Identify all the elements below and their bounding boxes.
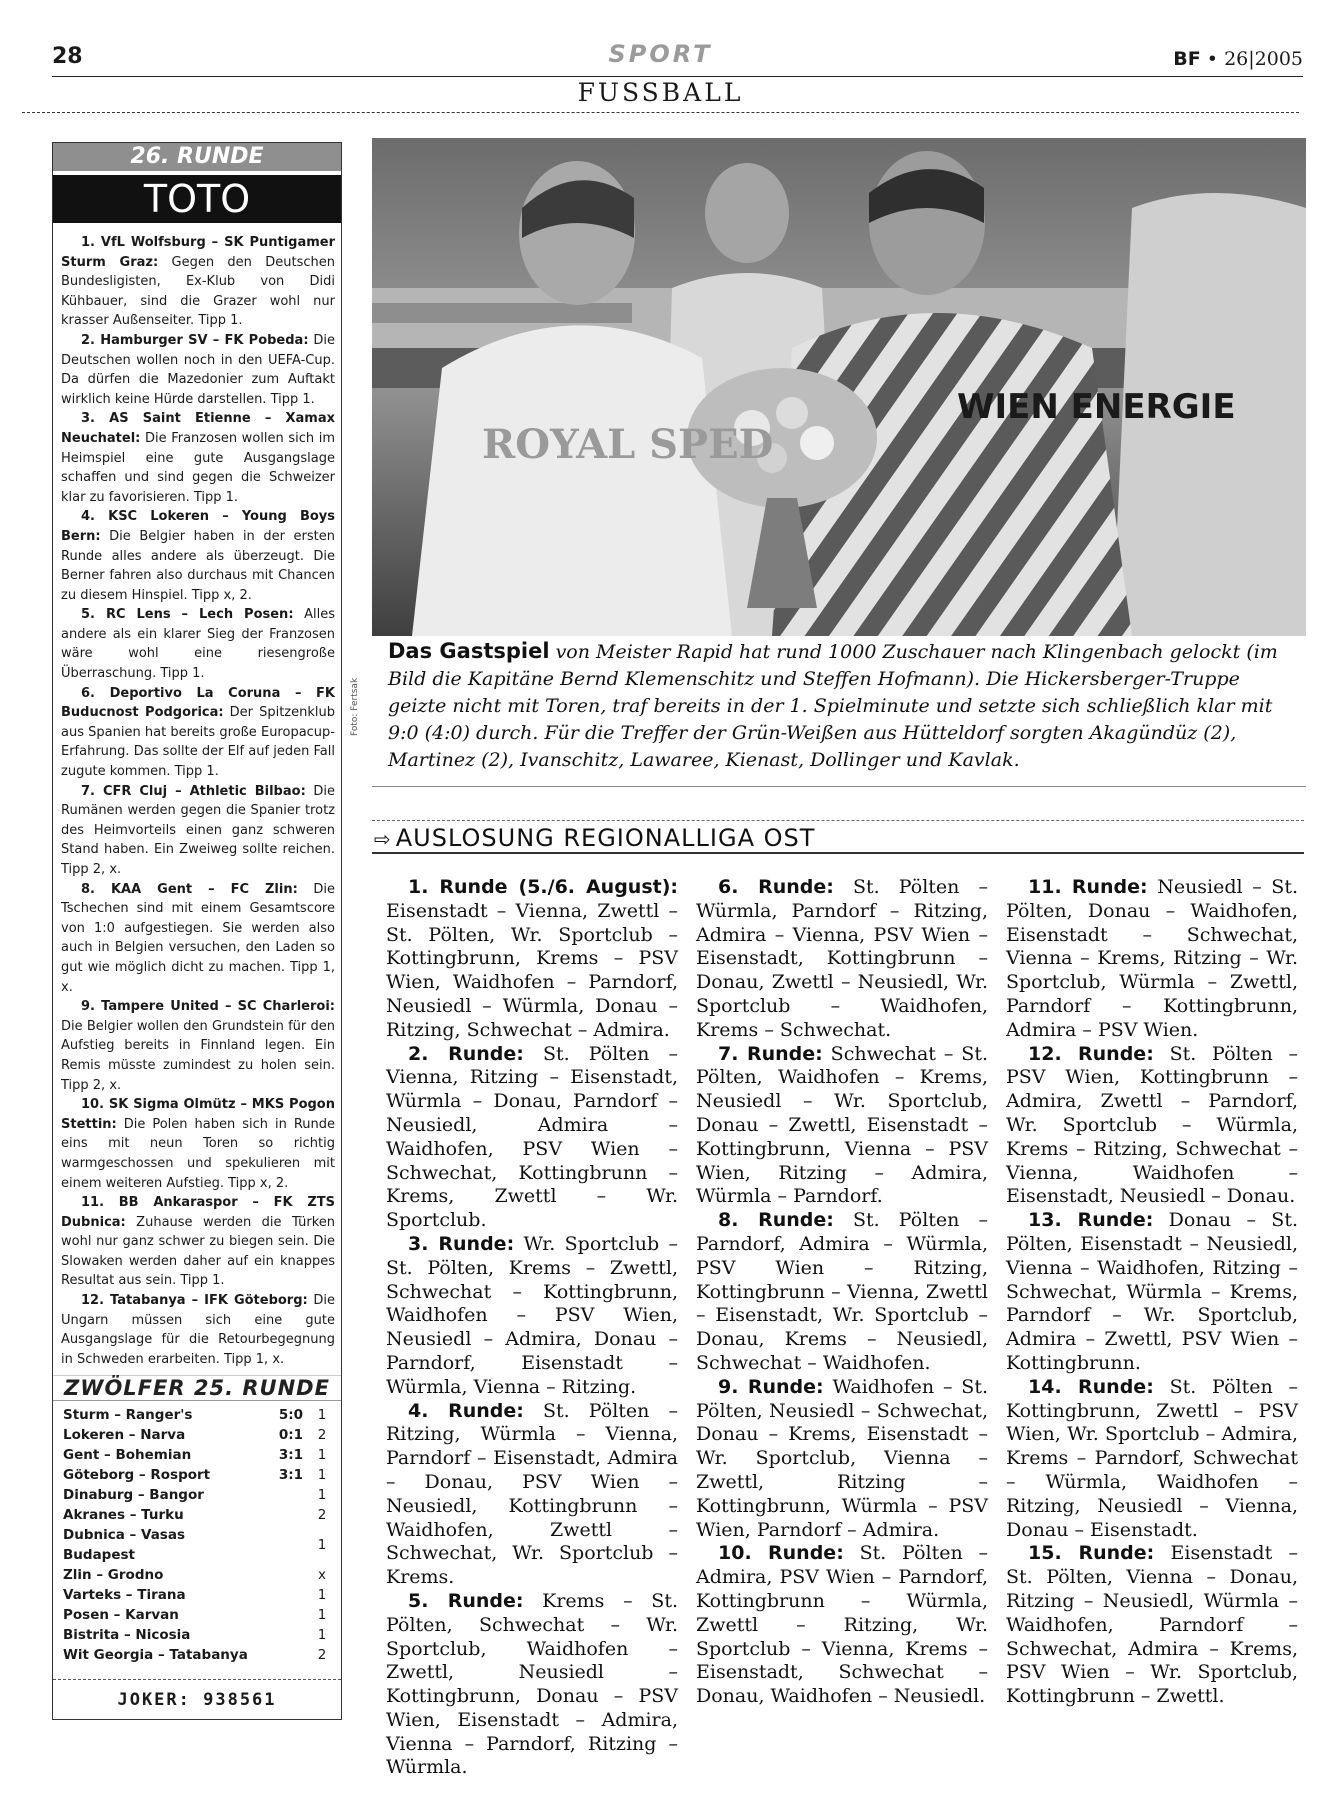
round-label: 8. Runde: xyxy=(718,1209,834,1232)
zwoelfer-score xyxy=(249,1605,311,1625)
auslosung-column-2 xyxy=(696,876,988,1709)
toto-list xyxy=(53,223,341,1369)
toto-item-title: 2. Hamburger SV – FK Pobeda: xyxy=(81,332,309,348)
zwoelfer-row xyxy=(53,1525,341,1565)
zwoelfer-row xyxy=(53,1565,341,1585)
zwoelfer-row xyxy=(53,1425,341,1445)
toto-item xyxy=(61,997,335,1095)
round-entry xyxy=(1006,1542,1298,1709)
toto-item-title: 6. Deportivo La Coruna – FK Buducnost Podgorica: xyxy=(61,685,335,721)
zwoelfer-score: 5:0 xyxy=(278,1407,303,1424)
round-label: 4. Runde: xyxy=(408,1399,524,1422)
toto-item xyxy=(61,1291,335,1369)
round-text: Eisenstadt – St. Pölten, Vienna – Donau, Ritzing – Neusiedl, Würmla – Waidhofen, Parndorf – Schwechat, Admira – Krems, PSV Wien – Wr. Sportclub, Kottingbrunn – Zwettl. xyxy=(1006,1542,1298,1708)
round-text: Donau – St. Pölten, Eisenstadt – Neusiedl, Vienna – Waidhofen, Ritzing – Schwechat, Würmla – Krems, Parndorf – Wr. Sportclub, Admira – Zwettl, PSV Wien – Kottingbrunn. xyxy=(1006,1209,1298,1374)
toto-item-title: 7. CFR Cluj – Athletic Bilbao: xyxy=(81,783,306,799)
zwoelfer-score xyxy=(249,1485,311,1505)
toto-item-title: 9. Tampere United – SC Charleroi: xyxy=(81,999,335,1015)
round-entry xyxy=(1006,1043,1298,1210)
photo-caption-area xyxy=(372,636,1306,786)
round-text: St. Pölten – Admira, PSV Wien – Parndorf, Kottingbrunn – Würmla, Zwettl – Ritzing, Wr. Sportclub – Vienna, Krems – Eisenstadt, Schwechat – Donau, Waidhofen – Neusiedl. xyxy=(696,1542,988,1708)
toto-item-title: 4. KSC Lokeren – Young Boys Bern: xyxy=(61,509,335,544)
round-entry xyxy=(696,1376,988,1543)
toto-item-title: 10. SK Sigma Olmütz – MKS Pogon Stettin: xyxy=(61,1097,335,1132)
toto-item xyxy=(61,331,335,409)
zwoelfer-row xyxy=(53,1605,341,1625)
photo-credit: Foto: Fertsak xyxy=(350,677,360,736)
jersey-right-text: WIEN ENERGIE xyxy=(957,387,1236,427)
auslosung-column-1 xyxy=(386,876,678,1780)
round-entry xyxy=(386,876,678,1043)
zwoelfer-match: Zlin – Grodno xyxy=(63,1567,164,1584)
zwoelfer-result: 1 xyxy=(317,1487,327,1504)
arrow-right-icon: ⇨ xyxy=(374,827,392,851)
auslosung-title: AUSLOSUNG REGIONALLIGA OST xyxy=(395,824,816,852)
joker-number: JOKER: 938561 xyxy=(53,1679,341,1710)
round-label: 13. Runde: xyxy=(1028,1209,1154,1232)
zwoelfer-row xyxy=(53,1585,341,1605)
toto-runde-label: 26. RUNDE xyxy=(53,143,341,171)
round-text: St. Pölten – Ritzing, Würmla – Vienna, Parndorf – Eisenstadt, Admira – Donau, PSV Wien – Neusiedl, Kottingbrunn – Waidhofen, Zwettl – Schwechat, Wr. Sportclub – Krems. xyxy=(386,1399,678,1589)
toto-item-text: Gegen den Deutschen Bundesligisten, Ex-Klub von Didi Kühbauer, sind die Grazer wohl nur krasser Außenseiter. Tipp 1. xyxy=(61,254,335,329)
zwoelfer-match: Sturm – Ranger's xyxy=(63,1407,193,1424)
toto-item-text: Die Deutschen wollen noch in den UEFA-Cup. Da dürfen die Mazedonier zum Auftakt wirklich keine Hürde darstellen. Tipp 1. xyxy=(61,332,335,407)
toto-item-text: Die Belgier haben in der ersten Runde alles andere als überzeugt. Die Berner fahren also durchaus mit Chancen zu diesem Hinspiel. Tipp x, 2. xyxy=(61,528,335,603)
zwoelfer-match: Gent – Bohemian xyxy=(63,1447,192,1464)
round-text: St. Pölten – Würmla, Parndorf – Ritzing, Admira – Vienna, PSV Wien – Eisenstadt, Kottingbrunn – Donau, Zwettl – Neusiedl, Wr. Sportclub – Waidhofen, Krems – Schwechat. xyxy=(696,876,988,1041)
round-label: 3. Runde: xyxy=(408,1232,515,1255)
round-entry xyxy=(1006,1376,1298,1543)
round-label: 15. Runde: xyxy=(1028,1542,1155,1565)
zwoelfer-match: Dubnica – Vasas Budapest xyxy=(63,1527,185,1564)
zwoelfer-row xyxy=(53,1445,341,1465)
toto-item xyxy=(61,507,335,605)
zwoelfer-score: 3:1 xyxy=(278,1447,303,1464)
zwoelfer-result: 1 xyxy=(317,1407,327,1424)
zwoelfer-score xyxy=(249,1645,311,1665)
zwoelfer-match: Lokeren – Narva xyxy=(63,1427,186,1444)
zwoelfer-score xyxy=(249,1525,311,1565)
toto-item-text: Alles andere als ein klarer Sieg der Franzosen wäre wohl eine riesengroße Überraschung. Tipp 1. xyxy=(61,607,335,682)
zwoelfer-result: 2 xyxy=(317,1427,327,1444)
round-text: St. Pölten – PSV Wien, Kottingbrunn – Admira, Zwettl – Parndorf, Wr. Sportclub – Würmla, Krems – Ritzing, Schwechat – Vienna, Waidhofen – Eisenstadt, Neusiedl – Donau. xyxy=(1006,1042,1298,1208)
round-label: 14. Runde: xyxy=(1028,1375,1154,1398)
round-label: 7. Runde: xyxy=(718,1042,823,1065)
zwoelfer-row xyxy=(53,1465,341,1485)
issue-number: 26|2005 xyxy=(1224,48,1303,70)
auslosung-column-3 xyxy=(1006,876,1298,1709)
toto-item-text: Der Spitzenklub aus Spanien hat bereits große Europacup-Erfahrung. Das sollte der Elf auf jeden Fall zugute kommen. Tipp 1. xyxy=(61,705,336,780)
zwoelfer-row xyxy=(53,1625,341,1645)
round-text: St. Pölten – Parndorf, Admira – Würmla, PSV Wien – Ritzing, Kottingbrunn – Vienna, Zwettl – Eisenstadt, Wr. Sportclub – Donau, Krems – Neusiedl, Schwechat – Waidhofen. xyxy=(696,1209,988,1374)
auslosung-columns xyxy=(386,876,1298,1779)
round-entry xyxy=(1006,1209,1298,1376)
toto-column xyxy=(52,142,342,1720)
toto-item-title: 5. RC Lens – Lech Posen: xyxy=(81,607,294,623)
round-text: St. Pölten – Vienna, Ritzing – Eisenstadt, Würmla – Donau, Parndorf – Neusiedl, Admira – Waidhofen, PSV Wien – Schwechat, Kottingbrunn – Krems, Zwettl – Wr. Sportclub. xyxy=(386,1042,678,1232)
round-text: Schwechat – St. Pölten, Waidhofen – Krems, Neusiedl – Wr. Sportclub, Donau – Zwettl, Eisenstadt – Kottingbrunn, Vienna – PSV Wien, Ritzing – Admira, Würmla – Parndorf. xyxy=(696,1042,988,1208)
toto-title: TOTO xyxy=(53,175,341,223)
zwoelfer-match: Akranes – Turku xyxy=(63,1507,184,1524)
zwoelfer-result: 1 xyxy=(317,1537,327,1554)
caption-text: von Meister Rapid hat rund 1000 Zuschauer nach Klingenbach gelockt (im Bild die Kapitäne Bernd Klemenschitz und Steffen Hofmann). Die Hickersberger-Truppe geizte nicht mit Toren, traf bereits in der 1. Spielminute und setzte sich schließlich klar mit 9:0 (4:0) durch. Für die Treffer der Grün-Weißen aus Hütteldorf sorgten Akagündüz (2), Martinez (2), Ivanschitz, Lawaree, Kienast, Dollinger und Kavlak. xyxy=(388,641,1278,771)
round-label: 11. Runde: xyxy=(1028,876,1148,898)
match-photo xyxy=(372,138,1306,636)
zwoelfer-row xyxy=(53,1485,341,1505)
auslosung-rule xyxy=(372,852,1304,854)
header-dashed-rule xyxy=(22,112,1299,113)
round-label: 1. Runde (5./6. August): xyxy=(408,876,678,898)
toto-item xyxy=(61,605,335,683)
zwoelfer-result: 2 xyxy=(317,1647,327,1664)
toto-item-text: Die Ungarn müssen sich eine gute Ausgangslage für die Retourbegegnung in Schweden erarbeiten. Tipp 1, x. xyxy=(61,1293,335,1367)
toto-item-text: Die Franzosen wollen sich im Heimspiel eine gute Ausgangslage schaffen und sind gegen die Schweizer klar zu favorisieren. Tipp 1. xyxy=(61,430,335,505)
auslosung-heading xyxy=(374,824,815,852)
toto-item xyxy=(61,1095,335,1193)
zwoelfer-match: Wit Georgia – Tatabanya xyxy=(63,1647,248,1664)
round-entry xyxy=(386,1590,678,1780)
toto-item xyxy=(61,880,335,998)
publication-separator: • xyxy=(1206,48,1219,70)
zwoelfer-match: Varteks – Tirana xyxy=(63,1587,186,1604)
zwoelfer-match: Bistrita – Nicosia xyxy=(63,1627,191,1644)
round-text: Eisenstadt – Vienna, Zwettl – St. Pölten, Wr. Sportclub – Kottingbrunn, Krems – PSV Wien, Waidhofen – Parndorf, Neusiedl – Würmla, Donau – Ritzing, Schwechat – Admira. xyxy=(386,899,678,1041)
zwoelfer-result: 1 xyxy=(317,1627,327,1644)
round-label: 9. Runde: xyxy=(718,1375,824,1398)
round-label: 10. Runde: xyxy=(718,1542,844,1565)
zwoelfer-score xyxy=(249,1585,311,1605)
round-label: 2. Runde: xyxy=(408,1042,524,1065)
publication-info xyxy=(1173,48,1303,70)
toto-item-title: 3. AS Saint Etienne – Xamax Neuchatel: xyxy=(61,411,335,446)
toto-item-text: Die Belgier wollen den Grundstein für den Aufstieg bereits in Finnland legen. Ein Remis müsste zumindest zu holen sein. Tipp 2, x. xyxy=(61,1018,335,1093)
jersey-left-text: ROYAL SPED xyxy=(482,421,774,468)
zwoelfer-result: 1 xyxy=(317,1447,327,1464)
zwoelfer-result: 1 xyxy=(317,1467,327,1484)
round-entry xyxy=(696,876,988,1043)
zwoelfer-result: 1 xyxy=(317,1587,327,1604)
toto-item-text: Die Tschechen sind mit einem Gesamtscore von 1:0 aufgestiegen. Sie werden also auch in Belgien versuchen, den Laden so gut wie möglich dicht zu machen. Tipp 1, x. xyxy=(61,881,335,995)
photo-bottom-rule xyxy=(372,786,1306,787)
round-label: 12. Runde: xyxy=(1028,1042,1154,1065)
toto-item-text: Die Rumänen werden gegen die Spanier trotz des Heimvorteils einen ganz schweren Stand haben. Ein Zweiweg sollte reichen. Tipp 2, x. xyxy=(61,783,335,877)
zwoelfer-result: x xyxy=(318,1567,326,1584)
round-text: St. Pölten – Kottingbrunn, Zwettl – PSV Wien, Wr. Sportclub – Admira, Krems – Parndorf, Schwechat – Würmla, Waidhofen – Ritzing, Neusiedl – Vienna, Donau – Eisenstadt. xyxy=(1006,1375,1298,1541)
zwoelfer-row xyxy=(53,1645,341,1665)
toto-item-title: 1. VfL Wolfsburg – SK Puntigamer Sturm Graz: xyxy=(61,235,335,270)
toto-item xyxy=(61,782,335,880)
round-entry xyxy=(1006,876,1298,1043)
round-text: Krems – St. Pölten, Schwechat – Wr. Sportclub, Waidhofen – Zwettl, Neusiedl – Kottingbrunn, Donau – PSV Wien, Eisenstadt – Admira, Vienna – Parndorf, Ritzing – Würmla. xyxy=(386,1589,678,1779)
toto-item xyxy=(61,233,335,331)
header-rule xyxy=(52,76,1303,77)
photo-caption xyxy=(388,638,1296,774)
toto-item-title: 11. BB Ankaraspor – FK ZTS Dubnica: xyxy=(61,1195,335,1230)
zwoelfer-title: ZWÖLFER 25. RUNDE xyxy=(53,1375,341,1401)
zwoelfer-score: 0:1 xyxy=(278,1427,303,1444)
page-number: 28 xyxy=(52,44,83,69)
publication-name: BF xyxy=(1173,48,1201,70)
toto-item-text: Die Polen haben sich in Runde eins mit neun Toren so richtig warmgeschossen und spekulieren mit einem weiteren Aufstieg. Tipp x, 2. xyxy=(61,1116,335,1191)
zwoelfer-match: Göteborg – Rosport xyxy=(63,1467,211,1484)
round-entry xyxy=(386,1233,678,1400)
zwoelfer-result: 2 xyxy=(317,1507,327,1524)
auslosung-dashed-rule xyxy=(372,820,1304,821)
toto-item xyxy=(61,684,335,782)
toto-item-text: Zuhause werden die Türken wohl nur ganz schwer zu biegen sein. Die Slowaken werden daher auf ein knappes Resultat aus sein. Tipp 1. xyxy=(61,1214,335,1289)
toto-item xyxy=(61,1193,335,1291)
round-text: Waidhofen – St. Pölten, Neusiedl – Schwechat, Donau – Krems, Eisenstadt – Wr. Sportclub, Vienna – Zwettl, Ritzing – Kottingbrunn, Würmla – PSV Wien, Parndorf – Admira. xyxy=(696,1375,988,1541)
caption-lead: Das Gastspiel xyxy=(388,639,550,663)
zwoelfer-table xyxy=(53,1405,341,1665)
zwoelfer-match: Posen – Karvan xyxy=(63,1607,179,1624)
zwoelfer-result: 1 xyxy=(317,1607,327,1624)
zwoelfer-score xyxy=(249,1565,311,1585)
round-text: Neusiedl – St. Pölten, Donau – Waidhofen, Eisenstadt – Schwechat, Vienna – Krems, Ritzing – Wr. Sportclub, Würmla – Zwettl, Parndorf – Kottingbrunn, Admira – PSV Wien. xyxy=(1006,876,1298,1041)
toto-item-title: 12. Tatabanya – IFK Göteborg: xyxy=(81,1293,308,1309)
section-title: SPORT xyxy=(608,40,713,68)
round-entry xyxy=(696,1209,988,1376)
toto-item-title: 8. KAA Gent – FC Zlin: xyxy=(81,881,298,897)
round-entry xyxy=(386,1043,678,1233)
zwoelfer-row xyxy=(53,1505,341,1525)
round-text: Wr. Sportclub – St. Pölten, Krems – Zwettl, Schwechat – Kottingbrunn, Waidhofen – PSV Wien, Neusiedl – Admira, Donau – Parndorf, Eisenstadt – Würmla, Vienna – Ritzing. xyxy=(386,1232,678,1398)
zwoelfer-match: Dinaburg – Bangor xyxy=(63,1487,204,1504)
zwoelfer-score: 3:1 xyxy=(278,1467,303,1484)
round-entry xyxy=(696,1043,988,1210)
subsection-title: FUSSBALL xyxy=(577,78,744,107)
round-entry xyxy=(696,1542,988,1709)
round-label: 5. Runde: xyxy=(408,1589,524,1612)
round-entry xyxy=(386,1400,678,1590)
zwoelfer-score xyxy=(249,1625,311,1645)
toto-item xyxy=(61,409,335,507)
zwoelfer-row xyxy=(53,1405,341,1425)
zwoelfer-score xyxy=(249,1505,311,1525)
round-label: 6. Runde: xyxy=(718,876,834,898)
